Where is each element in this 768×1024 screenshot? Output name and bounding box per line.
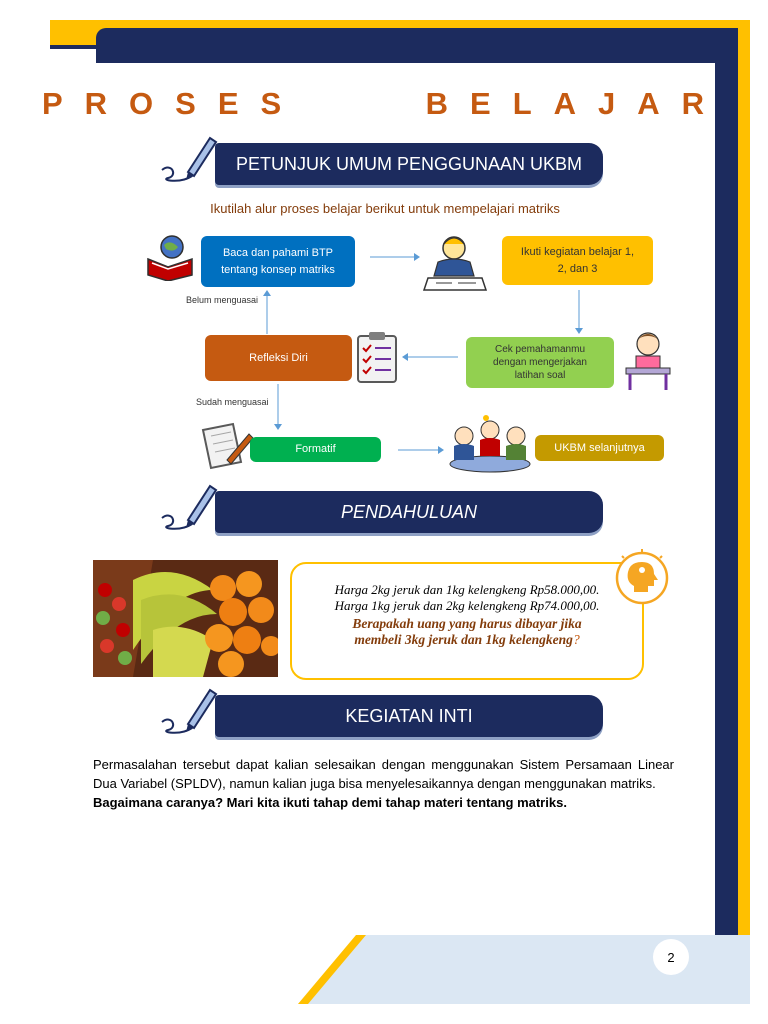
navy-frame-right bbox=[715, 28, 738, 938]
student-writing-icon bbox=[422, 232, 488, 294]
arrow-ikuti-to-cek bbox=[574, 290, 584, 334]
gold-frame-right bbox=[738, 20, 750, 938]
problem-line-2: Harga 1kg jeruk dan 2kg kelengkeng Rp74.000,00. bbox=[334, 598, 600, 613]
step-formatif bbox=[250, 437, 381, 462]
pencil-icon bbox=[158, 132, 220, 186]
arrow-refleksi-to-formatif bbox=[273, 384, 283, 430]
arrow-refleksi-to-baca bbox=[262, 290, 272, 334]
page-title: PROSES BELAJAR bbox=[41, 86, 727, 121]
pencil-icon bbox=[158, 480, 220, 534]
step-ikuti-label: Ikuti kegiatan belajar 1, 2, dan 3 bbox=[520, 246, 635, 275]
banner-petunjuk bbox=[215, 143, 603, 185]
label-sudah: Sudah menguasai bbox=[196, 397, 269, 407]
step-formatif-label: Formatif bbox=[295, 443, 336, 456]
bottom-decoration bbox=[0, 930, 768, 1024]
label-belum: Belum menguasai bbox=[186, 295, 259, 305]
step-refleksi-label: Refleksi Diri bbox=[249, 351, 308, 364]
step-baca bbox=[201, 236, 355, 287]
arrow-cek-to-refleksi bbox=[402, 352, 458, 362]
step-baca-label: Baca dan pahami BTP tentang konsep matriks bbox=[221, 247, 335, 276]
pencil-icon bbox=[158, 684, 220, 738]
fruit-photo bbox=[93, 560, 278, 677]
step-refleksi bbox=[205, 335, 352, 381]
kegiatan-bold-question: Bagaimana caranya? Mari kita ikuti tahap demi tahap materi tentang matriks. bbox=[93, 795, 567, 810]
banner-pendahuluan-label: PENDAHULUAN bbox=[340, 501, 478, 522]
head-idea-icon bbox=[612, 548, 672, 606]
problem-line-1: Harga 2kg jeruk dan 1kg kelengkeng Rp58.000,00. bbox=[334, 582, 600, 597]
step-ukbm-label: UKBM selanjutnya bbox=[554, 441, 645, 454]
banner-petunjuk-label: PETUNJUK UMUM PENGGUNAAN UKBM bbox=[235, 153, 583, 174]
arrow-baca-to-ikuti bbox=[370, 252, 420, 262]
problem-question-b-line bbox=[292, 632, 642, 648]
step-ikuti bbox=[502, 236, 653, 285]
problem-question-b: membeli 3kg jeruk dan 1kg kelengkeng bbox=[354, 632, 573, 647]
problem-question-mark: ? bbox=[572, 632, 580, 647]
step-cek-label: Cek pemahamanmu dengan mengerjakan latihan soal bbox=[493, 344, 587, 381]
problem-question-a: Berapakah uang yang harus dibayar jika bbox=[352, 616, 582, 631]
problem-box bbox=[290, 562, 644, 680]
step-ukbm bbox=[535, 435, 664, 461]
clipboard-checklist-icon bbox=[355, 330, 399, 384]
banner-kegiatan-label: KEGIATAN INTI bbox=[345, 705, 473, 726]
page-number-circle: 2 bbox=[653, 939, 689, 975]
arrow-formatif-to-ukbm bbox=[398, 445, 444, 455]
child-studying-icon bbox=[618, 328, 676, 392]
flow-intro: Ikutilah alur proses belajar berikut untuk mempelajari matriks bbox=[210, 201, 560, 216]
kegiatan-paragraph bbox=[93, 755, 674, 812]
banner-kegiatan bbox=[215, 695, 603, 737]
book-globe-icon bbox=[144, 233, 196, 281]
kegiatan-paragraph-text: Permasalahan tersebut dapat kalian selesaikan dengan menggunakan Sistem Persamaan Linear Dua Variabel (SPLDV), namun kalian juga bisa menyelesaikannya dengan menggunakan matriks. bbox=[93, 757, 674, 791]
paper-pen-icon bbox=[197, 420, 255, 472]
step-cek bbox=[466, 337, 614, 388]
navy-header-bar bbox=[96, 28, 738, 63]
group-study-icon bbox=[446, 414, 534, 474]
navy-frame-left-strip bbox=[50, 45, 100, 49]
banner-pendahuluan bbox=[215, 491, 603, 533]
